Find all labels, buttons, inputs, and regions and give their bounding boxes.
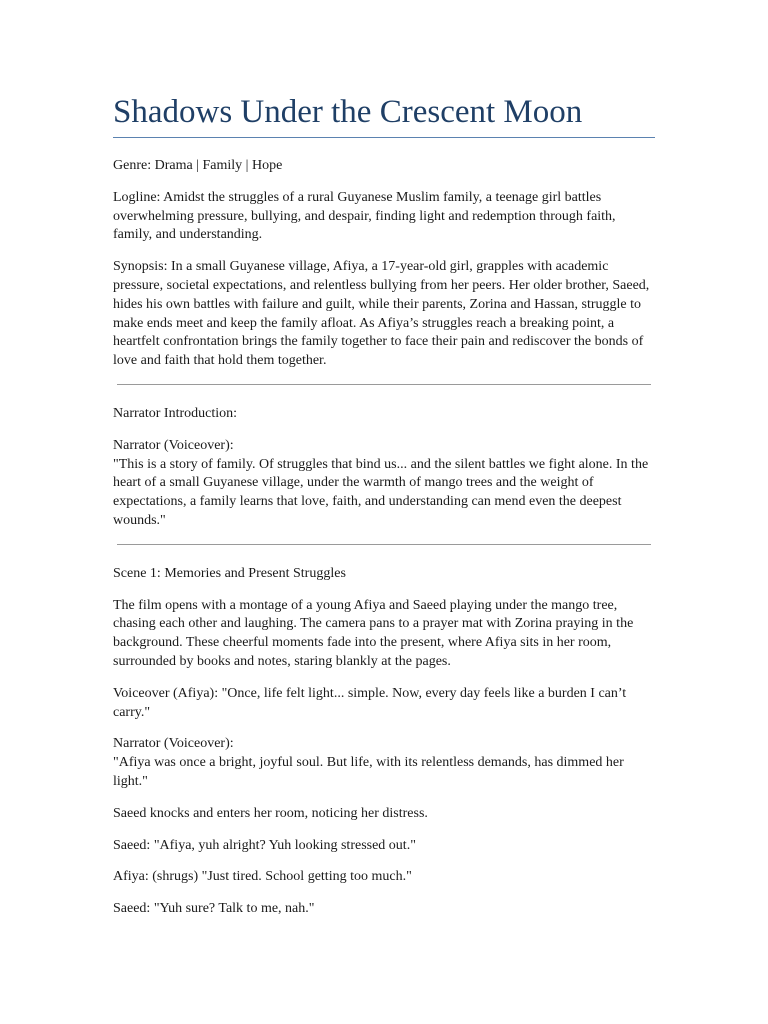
scene1-action: Saeed knocks and enters her room, noticing her distress. <box>113 805 428 821</box>
narrator-intro-speaker: Narrator (Voiceover): <box>113 437 234 453</box>
dialogue-line: Afiya: (shrugs) "Just tired. School getting too much." <box>113 869 412 885</box>
document-title: Shadows Under the Crescent Moon <box>113 92 655 138</box>
narrator-intro-line: "This is a story of family. Of struggles that bind us... and the silent battles we fight alone. In the heart of a small Guyanese village, under the warmth of mango trees and the weight of expectations, a family learns that love, faith, and understanding can mend even the deepest wounds." <box>113 456 649 528</box>
section-divider <box>117 384 651 385</box>
scene1-description: The film opens with a montage of a young Afiya and Saeed playing under the mango tree, chasing each other and laughing. The camera pans to a prayer mat with Zorina praying in the background. These cheerful moments fade into the present, where Afiya sits in her room, surrounded by books and notes, staring blankly at the pages. <box>113 597 634 669</box>
narrator-intro-block <box>113 437 655 531</box>
scene1-narrator-speaker: Narrator (Voiceover): <box>113 736 234 752</box>
scene1-narrator-block <box>113 735 655 791</box>
genre-line: Genre: Drama | Family | Hope <box>113 158 283 173</box>
dialogue-line: Saeed: "Afiya, yuh alright? Yuh looking stressed out." <box>113 837 416 853</box>
synopsis-paragraph: Synopsis: In a small Guyanese village, Afiya, a 17-year-old girl, grapples with academic pressure, societal expectations, and relentless bullying from her peers. Her older brother, Saeed, hides his own battles with failure and guilt, while their parents, Zorina and Hassan, struggle to make ends meet and keep the family afloat. As Afiya’s struggles reach a breaking point, a heartfelt confrontation brings the family together to face their pain and rediscover the bonds of love and faith that hold them together. <box>113 259 650 369</box>
dialogue-line: Saeed: "Yuh sure? Talk to me, nah." <box>113 901 315 917</box>
scene1-voiceover-afiya: Voiceover (Afiya): "Once, life felt light... simple. Now, every day feels like a burden I can’t carry." <box>113 685 627 720</box>
scene1-narrator-line: "Afiya was once a bright, joyful soul. But life, with its relentless demands, has dimmed her light." <box>113 755 624 789</box>
logline-paragraph: Logline: Amidst the struggles of a rural Guyanese Muslim family, a teenage girl battles overwhelming pressure, bullying, and despair, finding light and redemption through faith, family, and understanding. <box>113 189 616 243</box>
narrator-intro-heading: Narrator Introduction: <box>113 405 238 421</box>
scene1-heading: Scene 1: Memories and Present Struggles <box>113 565 346 581</box>
section-divider <box>117 544 651 545</box>
